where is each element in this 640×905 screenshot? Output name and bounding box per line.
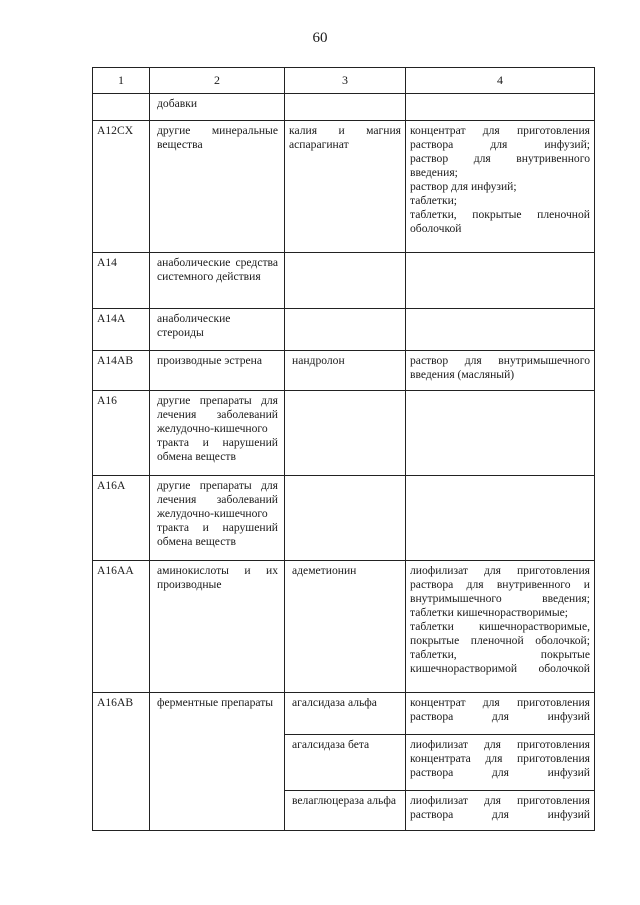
group-text: производные эстрена [157,354,263,367]
group-cell [150,351,285,391]
group-cell [150,391,285,476]
forms-cell [406,121,595,253]
substance-text: агалсидаза альфа [292,696,377,709]
dosage-form: концентрат для приготовления раствора для инфузий [410,696,590,723]
forms-cell [406,391,595,476]
forms-cell [406,94,595,121]
substance-cell [285,253,406,309]
table-row [93,476,595,561]
dosage-form: лиофилизат для приготовления раствора для инфузий [410,794,590,821]
dosage-form: таблетки кишечнорастворимые, покрытые пленочной оболочкой; [410,620,590,647]
forms-cell [406,253,595,309]
substance-cell [285,391,406,476]
table-row [93,391,595,476]
group-cell [150,309,285,351]
header-col-2: 2 [150,68,285,94]
group-text: другие препараты для лечения заболеваний желудочно-кишечного тракта и нарушений обмена веществ [157,479,278,548]
atc-code-cell: A14A [93,309,150,351]
forms-cell [406,693,595,735]
table-header-row [93,68,595,94]
table-row [93,561,595,693]
table-row [93,253,595,309]
group-cell [150,94,285,121]
header-col-3: 3 [285,68,406,94]
atc-code-cell [93,94,150,121]
substance-text: велаглюцераза альфа [292,794,396,807]
dosage-form: таблетки; [410,194,458,207]
atc-code-cell: A12CX [93,121,150,253]
table-row [93,351,595,391]
substance-cell [285,94,406,121]
forms-cell [406,351,595,391]
atc-code-cell: A16AA [93,561,150,693]
substance-text: агалсидаза бета [292,738,370,751]
group-text: другие препараты для лечения заболеваний желудочно-кишечного тракта и нарушений обмена веществ [157,394,278,463]
dosage-form: таблетки, покрытые кишечнорастворимой оболочкой [410,648,590,675]
atc-code-cell: A16 [93,391,150,476]
substance-cell [285,476,406,561]
substance-cell [285,693,406,735]
group-text: анаболические средства системного действия [157,256,278,283]
substance-cell [285,121,406,253]
group-cell [150,693,285,831]
substance-cell [285,791,406,831]
atc-code-cell: A16A [93,476,150,561]
atc-code-cell: A14AB [93,351,150,391]
group-cell [150,476,285,561]
header-col-4: 4 [406,68,595,94]
substance-text: адеметионин [292,564,357,577]
dosage-form: лиофилизат для приготовления концентрата для приготовления раствора для инфузий [410,738,590,779]
forms-cell [406,476,595,561]
atc-code-cell: A16AB [93,693,150,831]
substance-cell [285,351,406,391]
group-text: другие минеральные вещества [157,124,278,151]
dosage-form: таблетки, покрытые пленочной оболочкой [410,208,590,235]
dosage-form: таблетки кишечнорастворимые; [410,606,568,619]
forms-cell [406,561,595,693]
table-row [93,309,595,351]
dosage-form: концентрат для приготовления раствора для инфузий; [410,124,590,151]
dosage-form: раствор для инфузий; [410,180,517,193]
group-text: ферментные препараты [157,696,274,709]
group-cell [150,561,285,693]
forms-cell [406,309,595,351]
dosage-form: раствор для внутривенного введения; [410,152,590,179]
atc-code-cell: A14 [93,253,150,309]
forms-cell [406,791,595,831]
table-row [93,693,595,735]
drug-table [92,67,595,831]
substance-cell [285,561,406,693]
group-cell [150,121,285,253]
group-text: аминокислоты и их производные [157,564,278,591]
group-text: добавки [157,97,198,110]
header-col-1: 1 [93,68,150,94]
dosage-form: раствор для внутримышечного введения (масляный) [410,354,590,381]
substance-cell [285,735,406,791]
group-text: анаболические стероиды [157,312,231,339]
group-cell [150,253,285,309]
substance-cell [285,309,406,351]
forms-cell [406,735,595,791]
page-number: 60 [312,30,328,46]
substance-text: нандролон [292,354,345,367]
dosage-form: лиофилизат для приготовления раствора для внутривенного и внутримышечного введения; [410,564,590,605]
substance-text: калия и магния аспарагинат [289,124,401,151]
table-row [93,121,595,253]
table-row [93,94,595,121]
